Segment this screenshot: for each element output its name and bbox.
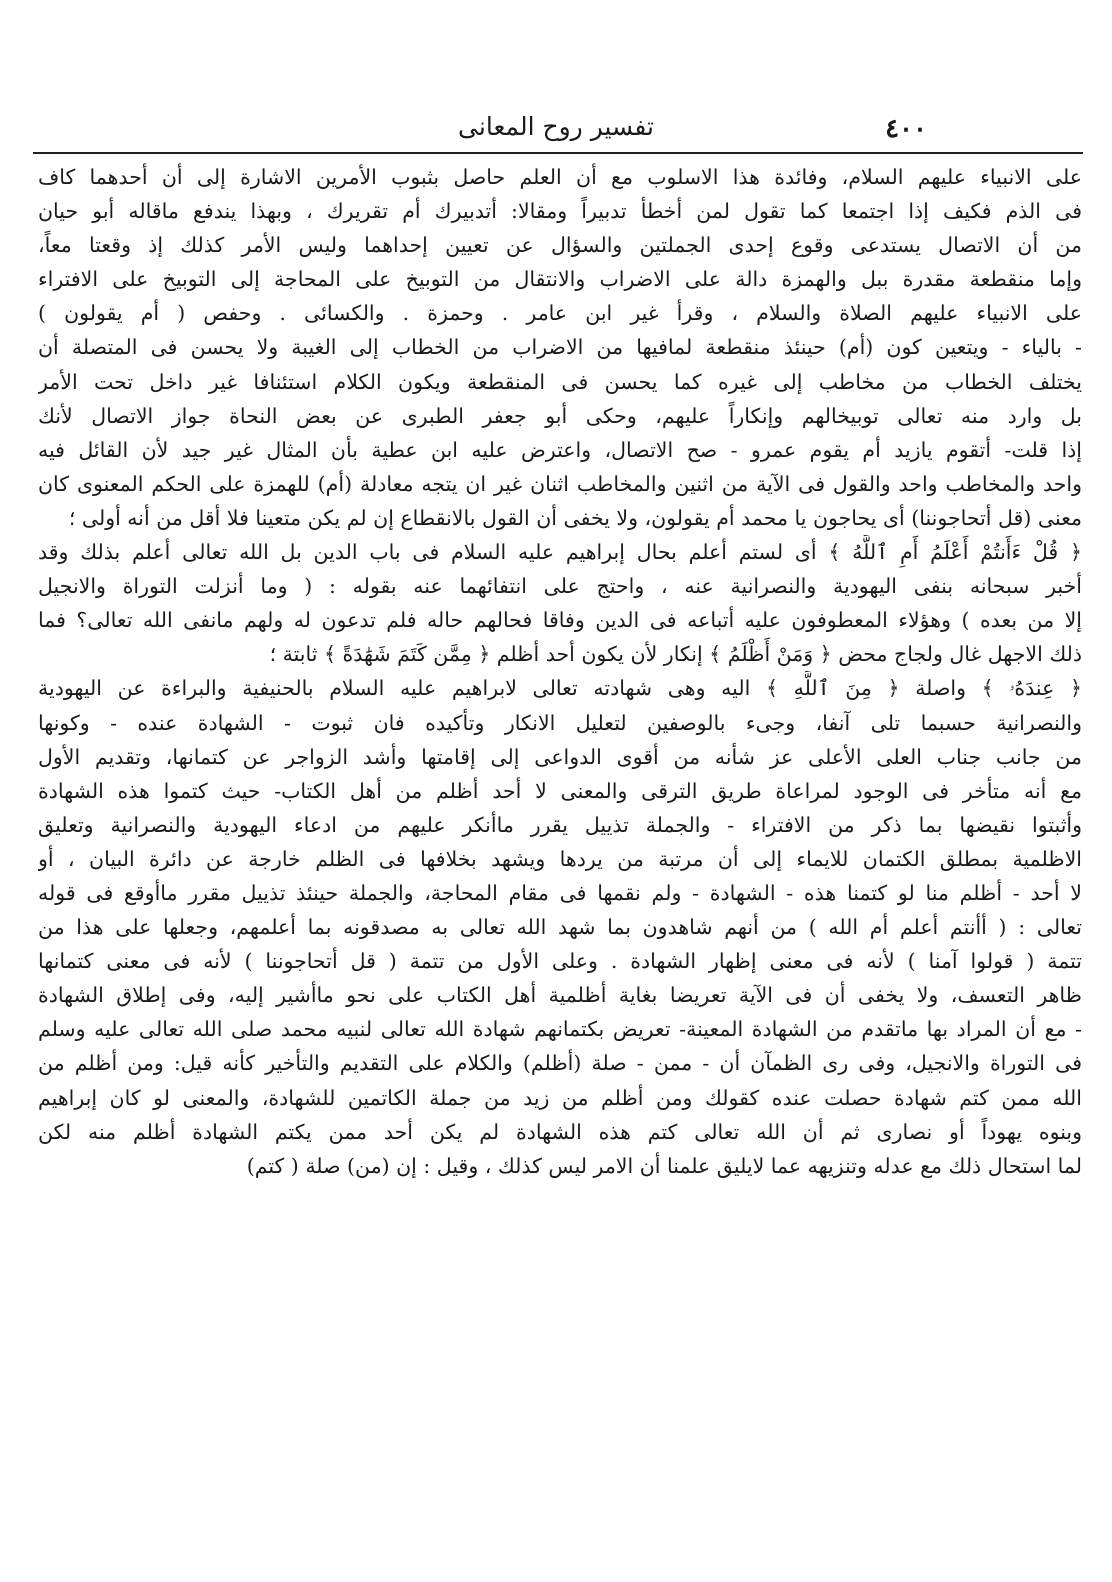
text-line: - مع أن المراد بها ماتقدم من الشهادة المعينة- تعريض بكتمانهم شهادة الله تعالى لنبيه محمد صلى الله تعالى عليه وسلم [38, 1017, 1082, 1042]
page-header [30, 108, 1082, 148]
text-line: على الانبياء عليهم الصلاة والسلام ، وقرأ غير ابن عامر . وحمزة . والكسائى . وحفص ( أم يقولون ) [38, 301, 1082, 326]
text-line: لا أحد - أظلم منا لو كتمنا هذه - الشهادة - ولم نقمها فى مقام المحاجة، والجملة حينئذ تذييل مقرر ماأوقع فى قوله [38, 880, 1082, 905]
text-line: بل وارد منه تعالى توبيخالهم وإنكاراً عليهم، وحكى أبو جعفر الطبرى عن بعض النحاة جواز الاتصال لأنك [38, 403, 1082, 428]
text-line: الله ممن كتم شهادة حصلت عنده كقولك ومن أظلم من زيد من جملة الكاتمين للشهادة، والمعنى لو كان إبراهيم [38, 1085, 1082, 1110]
text-line: والنصرانية حسبما تلى آنفا، وجىء بالوصفين لتعليل الانكار وتأكيده فان ثبوت - الشهادة عنده - وكونها [38, 710, 1082, 735]
text-line: واحد والمخاطب واحد والقول فى الآية من اثنين والمخاطب اثنان غير ان يتجه معادلة (أم) للهمزة على الحكم المعنوى كان [38, 471, 1082, 496]
body-text [38, 160, 1082, 1183]
text-line: إلا من بعده ) وهؤلاء المعطوفون عليه أتباعه فى الدين وفاقا فحالهم حاله فلم تدعون له ولهم مانفى الله تعالى؟ فما [38, 608, 1082, 633]
text-line: تتمة ( قولوا آمنا ) لأنه فى معنى إظهار الشهادة . وعلى الأول من تتمة ( قل أتحاجوننا ) لأنه فى معنى كتمانها [38, 949, 1082, 974]
text-line: إذا قلت- أتقوم يازيد أم يقوم عمرو - صح الاتصال، واعترض عليه ابن عطية بأن المثال غير جيد لأن القائل فيه [38, 437, 1082, 462]
text-line: ذلك الاجهل غال ولجاج محض ﴿ وَمَنْ أَظْلَمُ ﴾ إنكار لأن يكون أحد أظلم ﴿ مِمَّن كَتَمَ شَهَٰدَةً ﴾ ثابتة ؛ [269, 642, 1082, 667]
text-line: من جانب جناب العلى الأعلى عز شأنه من أقوى الدواعى إلى إقامتها وأشد الزواجر عن كتمانها، وتقديم الأول [38, 744, 1082, 769]
running-title: تفسير روح المعانى [458, 112, 654, 141]
text-line: ﴿ قُلْ ءَأَنتُمْ أَعْلَمُ أَمِ ٱللَّهُ ﴾ أى لستم أعلم بحال إبراهيم عليه السلام فى باب الدين بل الله تعالى أعلم بذلك وقد [38, 540, 1082, 565]
text-line: الاظلمية بمطلق الكتمان للايماء إلى أن مرتبة من يردها ويشهد بخلافها فى الظلم خارجة عن دائرة البيان ، أو [38, 846, 1082, 871]
page-number: ٤٠٠ [885, 114, 927, 144]
header-rule [33, 152, 1083, 154]
text-line: وإما منقطعة مقدرة ببل والهمزة دالة على الاضراب والانتقال من التوبيخ على المحاجة إلى التوبيخ على الافتراء [38, 267, 1082, 292]
text-line: تعالى : ( أأنتم أعلم أم الله ) من أنهم شاهدون بما شهد الله تعالى به مصدقونه بما أعلمهم، وجعلها على هذا من [38, 915, 1082, 940]
text-line: ظاهر التعسف، ولا يخفى أن فى الآية تعريضا بغاية أظلمية أهل الكتاب على نحو ماأشير إليه، وفى إطلاق الشهادة [38, 983, 1082, 1008]
text-line: مع أنه متأخر فى الوجود لمراعاة طريق الترقى والمعنى لا أحد أظلم من أهل الكتاب- حيث كتموا هذه الشهادة [38, 778, 1082, 803]
text-line: فى التوراة والانجيل، وفى رى الظمآن أن - ممن - صلة (أظلم) والكلام على التقديم والتأخير كأنه قيل: ومن أظلم من [38, 1051, 1082, 1076]
text-line: وبنوه يهوداً أو نصارى ثم أن الله تعالى كتم هذه الشهادة لم يكن أحد ممن يكتم الشهادة أظلم منه لكن [38, 1119, 1082, 1144]
text-line: يختلف الخطاب من مخاطب إلى غيره كما يحسن فى المنقطعة ويكون الكلام استئنافا غير داخل تحت الأمر [38, 369, 1082, 394]
text-line: وأثبتوا نقيضها بما ذكر من الافتراء - والجملة تذييل يقرر ماأنكر عليهم من ادعاء اليهودية والنصرانية وتعليق [38, 812, 1082, 837]
text-line: معنى (قل أتحاجوننا) أى يحاجون يا محمد أم يقولون، ولا يخفى أن القول بالانقطاع إن لم يكن متعينا فلا أقل من أنه أولى ؛ [68, 505, 1082, 530]
text-line: ﴿ عِندَهُۥ ﴾ واصلة ﴿ مِنَ ٱللَّهِ ﴾ اليه وهى شهادته تعالى لابراهيم عليه السلام بالحنيفية والبراءة عن اليهودية [38, 676, 1082, 701]
text-line: فى الذم فكيف إذا اجتمعا كما تقول لمن أخطأ تدبيراً ومقالا: أتدبيرك أم تقريرك ، وبهذا يندفع ماقاله أبو حيان [38, 199, 1082, 224]
text-line: على الانبياء عليهم السلام، وفائدة هذا الاسلوب مع أن العلم حاصل بثبوب الأمرين الاشارة إلى أن أحدهما كاف [38, 165, 1082, 189]
text-line: من أن الاتصال يستدعى وقوع إحدى الجملتين والسؤال عن تعيين إحداهما وليس الأمر كذلك إذ وقعتا معاً، [38, 233, 1082, 258]
text-line: أخبر سبحانه بنفى اليهودية والنصرانية عنه ، واحتج على انتفائهما عنه بقوله : ( وما أنزلت التوراة والانجيل [38, 574, 1082, 599]
text-line: - بالياء - ويتعين كون (أم) حينئذ منقطعة لمافيها من الاضراب من الخطاب إلى الغيبة ولا يحسن فى المتصلة أن [38, 335, 1082, 360]
text-line: لما استحال ذلك مع عدله وتنزيهه عما لايليق علمنا أن الامر ليس كذلك ، وقيل : إن (من) صلة ( كتم) [246, 1153, 1082, 1178]
